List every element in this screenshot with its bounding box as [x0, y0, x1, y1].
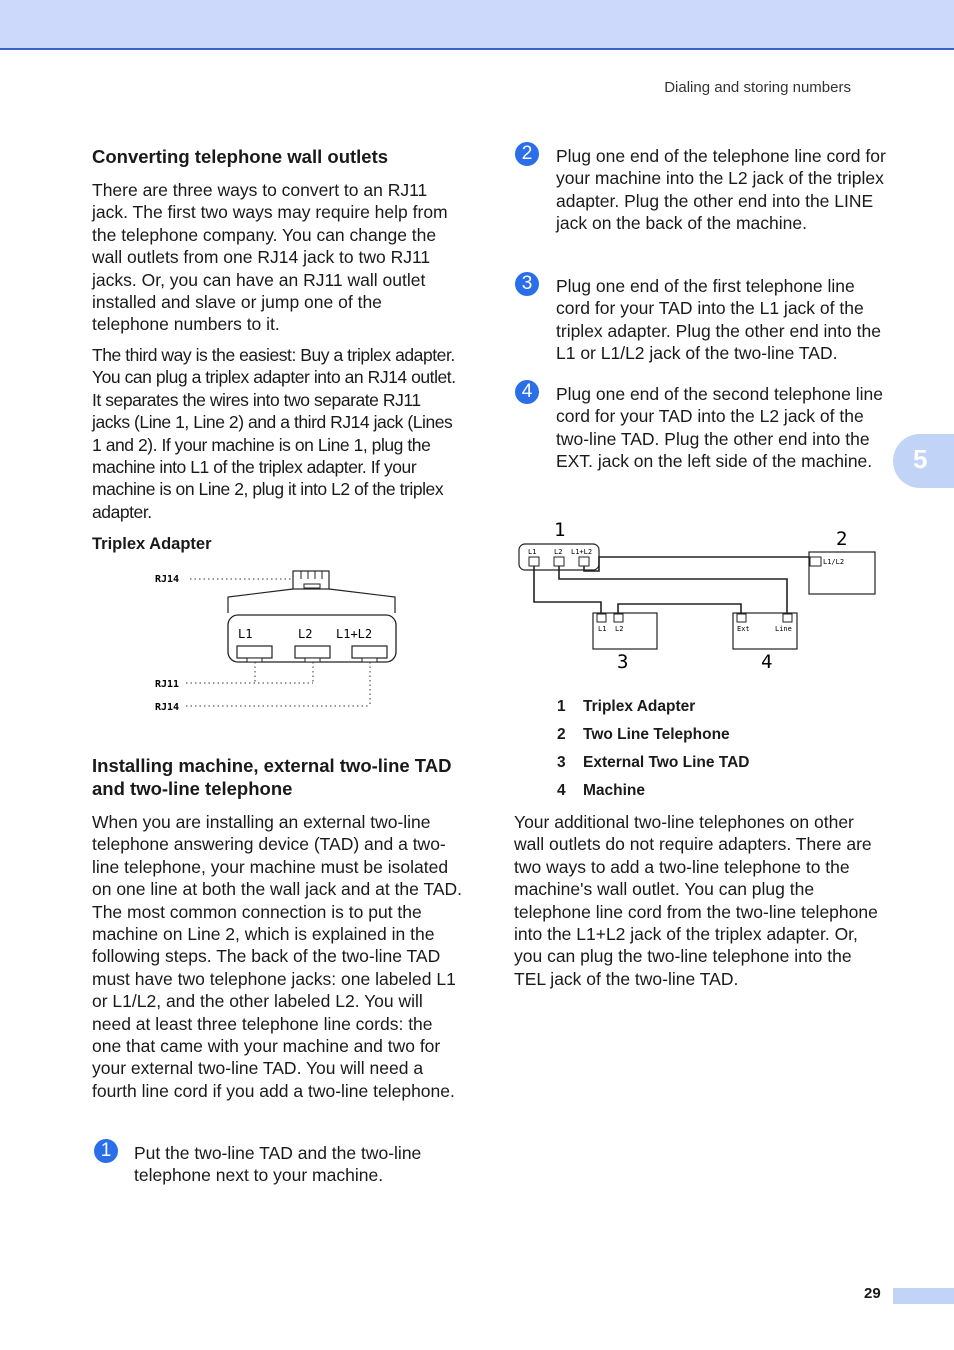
diagram-adapter-l1l2: L1+L2 [571, 548, 593, 556]
legend-item-2 [557, 726, 730, 744]
legend-num-3: 3 [557, 754, 566, 771]
step-4-badge: 4 [515, 380, 539, 404]
legend-label-1: Triplex Adapter [583, 698, 696, 715]
diagram-phone-l1l2: L1/L2 [823, 558, 845, 566]
step-1-text: Put the two-line TAD and the two-line telephone next to your machine. [134, 1143, 422, 1186]
legend-label-3: External Two Line TAD [583, 754, 750, 771]
callout-1: 1 [554, 519, 566, 541]
diagram-machine-ext: Ext [737, 625, 750, 633]
step-3-text: Plug one end of the first telephone line cord for your TAD into the L1 jack of the triplex adapter. Plug the other end into the L1 or L1/L2 jack of the two-line TAD. [556, 276, 881, 364]
page-number: 29 [864, 1285, 881, 1302]
step-1-badge: 1 [94, 1139, 118, 1163]
step-2-text: Plug one end of the telephone line cord for your machine into the L2 jack of the triplex adapter. Plug the other end into the LINE jack on the back of the machine. [556, 146, 886, 234]
legend-num-1: 1 [557, 698, 566, 715]
legend-label-4: Machine [583, 782, 646, 799]
section-heading-converting: Converting telephone wall outlets [92, 146, 389, 167]
diagram-adapter-l1: L1 [528, 548, 537, 556]
paragraph-three-ways: There are three ways to convert to an RJ11 jack. The first two ways may require help from the telephone company. You can change the wall outlets from one RJ14 jack to two RJ11 jacks. Or, you can have an RJ11 wall outlet installed and slave or jump one of the telephone numbers to it. [92, 180, 448, 335]
section-heading-installing: Installing machine, external two-line TAD and two-line telephone [92, 755, 452, 799]
step-2-badge: 2 [515, 142, 539, 166]
rj14-top-label: RJ14 [155, 574, 180, 585]
diagram-tad-l1: L1 [598, 625, 607, 633]
diagram-tad-l2: L2 [615, 625, 624, 633]
callout-3: 3 [617, 651, 629, 673]
footer-bar [893, 1288, 954, 1304]
legend-item-3 [557, 754, 750, 772]
adapter-l1-label: L1 [238, 627, 253, 641]
paragraph-additional-phones: Your additional two-line telephones on other wall outlets do not require adapters. There are two ways to add a two-line telephone to the machine's wall outlet. You can plug the telephone line cord from the two-line telephone into the L1+L2 jack of the triplex adapter. Or, you can plug the two-line telephone into the TEL jack of the two-line TAD. [514, 812, 878, 989]
step-3-badge: 3 [515, 272, 539, 296]
rj11-label: RJ11 [155, 679, 180, 690]
legend-item-1 [557, 698, 695, 716]
step-4-text: Plug one end of the second telephone line cord for your TAD into the L2 jack of the two-line TAD. Plug the other end into the EXT. jack on the left side of the machine. [556, 384, 883, 472]
legend-label-2: Two Line Telephone [583, 726, 730, 743]
adapter-l2-label: L2 [298, 627, 313, 641]
figure-title-triplex: Triplex Adapter [92, 535, 212, 553]
adapter-jack-l2 [295, 646, 330, 658]
running-head: Dialing and storing numbers [664, 79, 851, 96]
adapter-l1l2-label: L1+L2 [336, 627, 373, 641]
adapter-jack-l1l2 [352, 646, 387, 658]
diagram-machine-line: Line [775, 625, 792, 633]
adapter-jack-l1 [237, 646, 272, 658]
rj14-bottom-label: RJ14 [155, 702, 180, 713]
callout-2: 2 [836, 528, 848, 550]
chapter-number: 5 [913, 444, 928, 474]
legend-num-4: 4 [557, 782, 566, 799]
chapter-tab[interactable] [893, 434, 954, 488]
connection-diagram [510, 515, 890, 675]
paragraph-triplex-adapter: The third way is the easiest: Buy a triplex adapter. You can plug a triplex adapter into an RJ14 outlet. It separates the wires into two separate RJ11 jacks (Line 1, Line 2) and a third RJ14 jack (Lines 1 and 2). If your machine is on Line 1, plug the machine into L1 of the triplex adapter. If your machine is on Line 2, plug it into L2 of the triplex adapter. [92, 345, 456, 522]
callout-4: 4 [761, 651, 773, 673]
header-band [0, 0, 954, 50]
triplex-adapter-figure [150, 565, 410, 720]
paragraph-installing: When you are installing an external two-line telephone answering device (TAD) and a two-line telephone, your machine must be isolated on one line at both the wall jack and at the TAD. The most common connection is to put the machine on Line 2, which is explained in the following steps. The back of the two-line TAD must have two telephone jacks: one labeled L1 or L1/L2, and the other labeled L2. You will need at least three telephone line cords: the one that came with your machine and two for your external two-line TAD. You will need a fourth line cord if you add a two-line telephone. [92, 812, 463, 1101]
legend-num-2: 2 [557, 726, 566, 743]
legend-item-4 [557, 782, 645, 800]
diagram-adapter-l2: L2 [554, 548, 563, 556]
